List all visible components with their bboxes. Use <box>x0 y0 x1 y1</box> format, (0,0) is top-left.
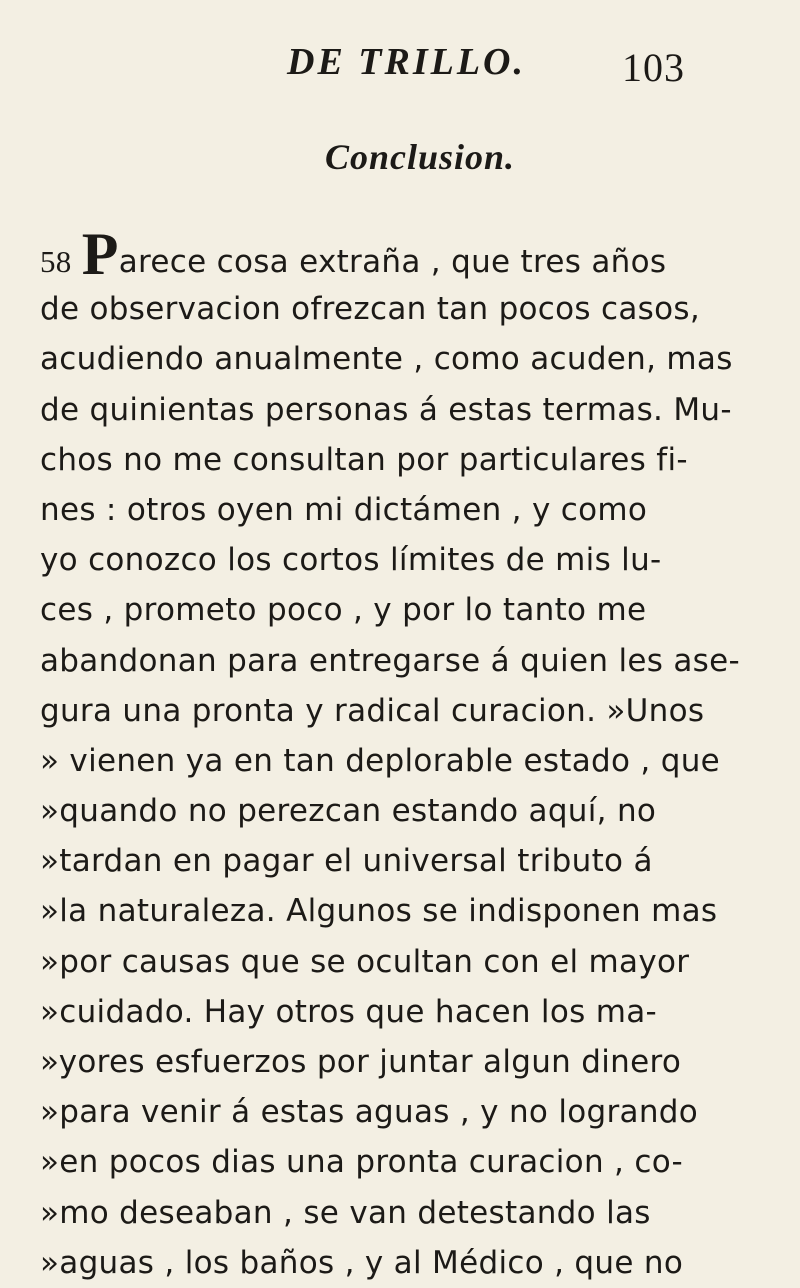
text-line: »quando no perezcan estando aquí, no <box>40 793 657 830</box>
text-line: chos no me consultan por particulares fi- <box>40 441 688 478</box>
text-line: de quinientas personas á estas termas. Mu- <box>40 391 732 428</box>
text-line: acudiendo anualmente , como acuden, mas <box>40 341 733 378</box>
text-line <box>40 221 766 287</box>
text-line: »tardan en pagar el universal tributo á <box>40 843 653 880</box>
text-line: ces , prometo poco , y por lo tanto me <box>40 592 647 629</box>
text-line: de observacion ofrezcan tan pocos casos, <box>40 291 700 328</box>
text-line: »aguas , los baños , y al Médico , que no <box>40 1244 684 1281</box>
drop-cap: P <box>81 221 119 287</box>
text-line: »la naturaleza. Algunos se indisponen mas <box>40 893 718 930</box>
text-line: »cuidado. Hay otros que hacen los ma- <box>40 993 657 1030</box>
paragraph-number: 58 <box>40 244 72 279</box>
running-head <box>0 40 800 100</box>
section-title: Conclusion. <box>324 137 516 177</box>
body-paragraph <box>40 221 766 1288</box>
text-line: yo conozco los cortos límites de mis lu- <box>40 542 662 579</box>
text-line: abandonan para entregarse á quien les ase- <box>40 642 740 679</box>
text-line: nes : otros oyen mi dictámen , y como <box>40 491 648 528</box>
text-line: »yores esfuerzos por juntar algun dinero <box>40 1044 682 1080</box>
text-line: »mo deseaban , se van detestando las <box>40 1194 651 1231</box>
text-line: »para venir á estas aguas , y no logrando <box>40 1094 699 1131</box>
page-number: 103 <box>622 45 685 90</box>
text-line-content: arece cosa extraña , que tres años <box>118 244 667 280</box>
text-line: gura una pronta y radical curacion. »Unos <box>40 692 705 729</box>
text-line: » vienen ya en tan deplorable estado , que <box>40 742 721 779</box>
text-line: »por causas que se ocultan con el mayor <box>40 943 690 980</box>
running-title: DE TRILLO. <box>287 41 526 83</box>
text-line: »en pocos dias una pronta curacion , co- <box>40 1144 684 1181</box>
